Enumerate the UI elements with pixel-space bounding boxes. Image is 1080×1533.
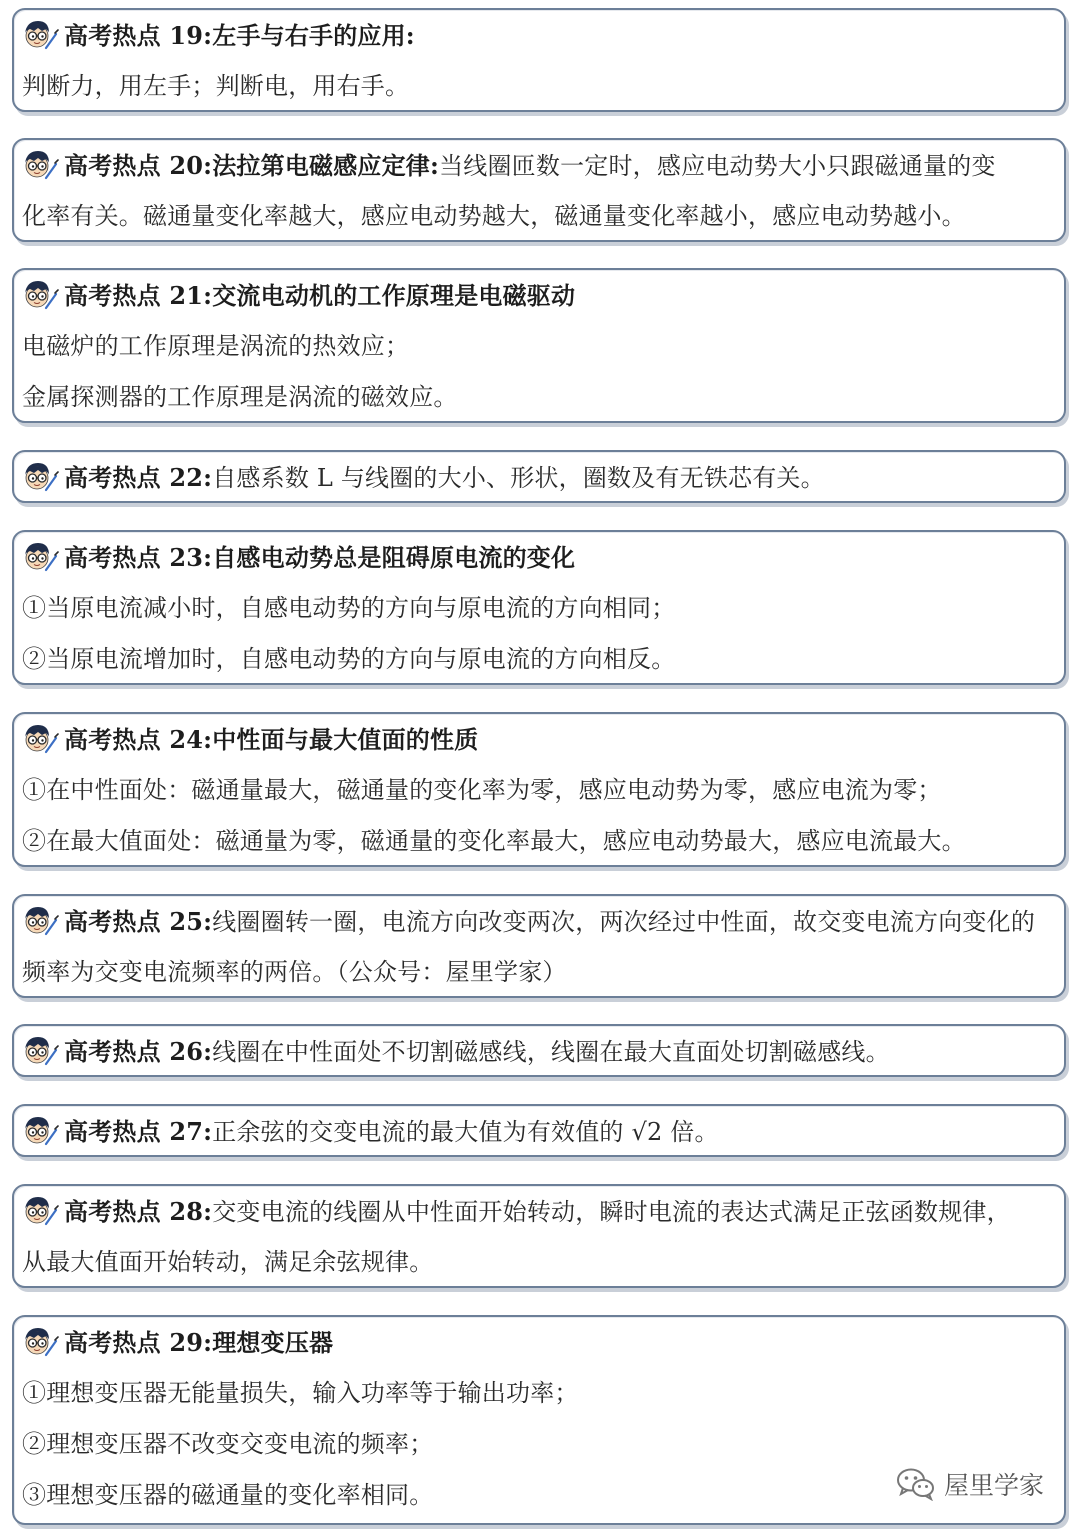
hotspot-card — [12, 450, 1066, 503]
student-mascot-icon — [22, 279, 60, 311]
hotspot-text: 从最大值面开始转动，满足余弦规律。 — [22, 1248, 434, 1276]
hotspot-text: ②当原电流增加时，自感电动势的方向与原电流的方向相反。 — [22, 645, 676, 673]
hotspot-heading: 高考热点 24:中性面与最大值面的性质 — [64, 725, 479, 754]
card-title-line — [22, 1026, 1058, 1077]
card-body-line — [22, 765, 1058, 816]
card-body-line — [22, 634, 1058, 685]
card-title-line — [22, 10, 1058, 61]
hotspot-heading: 高考热点 20:法拉第电磁感应定律: — [64, 151, 440, 180]
hotspot-card — [12, 712, 1066, 867]
hotspot-heading: 高考热点 28: — [64, 1197, 213, 1226]
student-mascot-icon — [22, 1195, 60, 1227]
hotspot-text: 交变电流的线圈从中性面开始转动，瞬时电流的表达式满足正弦函数规律， — [212, 1198, 1011, 1226]
hotspot-card — [12, 1024, 1066, 1077]
card-body-line — [22, 583, 1058, 634]
hotspot-text: 化率有关。磁通量变化率越大，感应电动势越大，磁通量变化率越小，感应电动势越小。 — [22, 202, 966, 230]
hotspot-text: 线圈在中性面处不切割磁感线，线圈在最大直面处切割磁感线。 — [212, 1038, 890, 1066]
card-title-line — [22, 140, 1058, 191]
card-title-line — [22, 1317, 1058, 1368]
card-body-line — [22, 947, 1058, 998]
hotspot-text: ①理想变压器无能量损失，输入功率等于输出功率； — [22, 1379, 579, 1407]
hotspot-card — [12, 268, 1066, 423]
hotspot-card — [12, 1104, 1066, 1157]
hotspot-text: 判断力，用左手；判断电，用右手。 — [22, 72, 410, 100]
hotspot-text: ②理想变压器不改变交变电流的频率； — [22, 1430, 434, 1458]
hotspot-text: 当线圈匝数一定时，感应电动势大小只跟磁通量的变 — [439, 152, 996, 180]
hotspot-card — [12, 138, 1066, 242]
student-mascot-icon — [22, 1326, 60, 1358]
card-title-line — [22, 896, 1058, 947]
student-mascot-icon — [22, 461, 60, 493]
student-mascot-icon — [22, 541, 60, 573]
hotspot-card — [12, 8, 1066, 112]
hotspot-text: ①在中性面处：磁通量最大，磁通量的变化率为零，感应电动势为零，感应电流为零； — [22, 776, 942, 804]
hotspot-heading: 高考热点 29:理想变压器 — [64, 1328, 334, 1357]
student-mascot-icon — [22, 19, 60, 51]
card-body-line — [22, 191, 1058, 242]
hotspot-card — [12, 1184, 1066, 1288]
card-title-line — [22, 532, 1058, 583]
watermark-text: 屋里学家 — [943, 1471, 1044, 1500]
hotspot-heading: 高考热点 22: — [64, 463, 213, 492]
card-title-line — [22, 1106, 1058, 1157]
hotspot-text: 线圈圈转一圈，电流方向改变两次，两次经过中性面，故交变电流方向变化的 — [212, 908, 1036, 936]
hotspot-heading: 高考热点 25: — [64, 907, 213, 936]
hotspot-text: 金属探测器的工作原理是涡流的磁效应。 — [22, 383, 458, 411]
card-body-line — [22, 321, 1058, 372]
watermark — [896, 1464, 1044, 1504]
card-title-line — [22, 452, 1058, 503]
hotspot-text: ①当原电流减小时，自感电动势的方向与原电流的方向相同； — [22, 594, 676, 622]
card-title-line — [22, 270, 1058, 321]
hotspot-card — [12, 894, 1066, 998]
student-mascot-icon — [22, 723, 60, 755]
hotspot-text: 自感系数 L 与线圈的大小、形状，圈数及有无铁芯有关。 — [212, 464, 825, 492]
student-mascot-icon — [22, 1115, 60, 1147]
hotspot-heading: 高考热点 26: — [64, 1037, 213, 1066]
hotspot-text: 正余弦的交变电流的最大值为有效值的 √2 倍。 — [212, 1118, 719, 1146]
student-mascot-icon — [22, 1035, 60, 1067]
hotspot-text: ③理想变压器的磁通量的变化率相同。 — [22, 1481, 434, 1509]
hotspot-text: 频率为交变电流频率的两倍。（公众号：屋里学家） — [22, 958, 567, 986]
hotspot-heading: 高考热点 27: — [64, 1117, 213, 1146]
hotspot-heading: 高考热点 19:左手与右手的应用: — [64, 21, 415, 50]
hotspot-heading: 高考热点 21:交流电动机的工作原理是电磁驱动 — [64, 281, 576, 310]
student-mascot-icon — [22, 149, 60, 181]
hotspot-text: 电磁炉的工作原理是涡流的热效应； — [22, 332, 410, 360]
card-title-line — [22, 1186, 1058, 1237]
card-body-line — [22, 61, 1058, 112]
hotspot-card — [12, 530, 1066, 685]
hotspot-text: ②在最大值面处：磁通量为零，磁通量的变化率最大，感应电动势最大，感应电流最大。 — [22, 827, 966, 855]
card-body-line — [22, 1237, 1058, 1288]
card-body-line — [22, 372, 1058, 423]
hotspot-heading: 高考热点 23:自感电动势总是阻碍原电流的变化 — [64, 543, 576, 572]
student-mascot-icon — [22, 905, 60, 937]
card-body-line — [22, 1368, 1058, 1419]
card-body-line — [22, 816, 1058, 867]
card-title-line — [22, 714, 1058, 765]
wechat-icon — [896, 1467, 936, 1501]
card-body-line — [22, 1419, 1058, 1470]
